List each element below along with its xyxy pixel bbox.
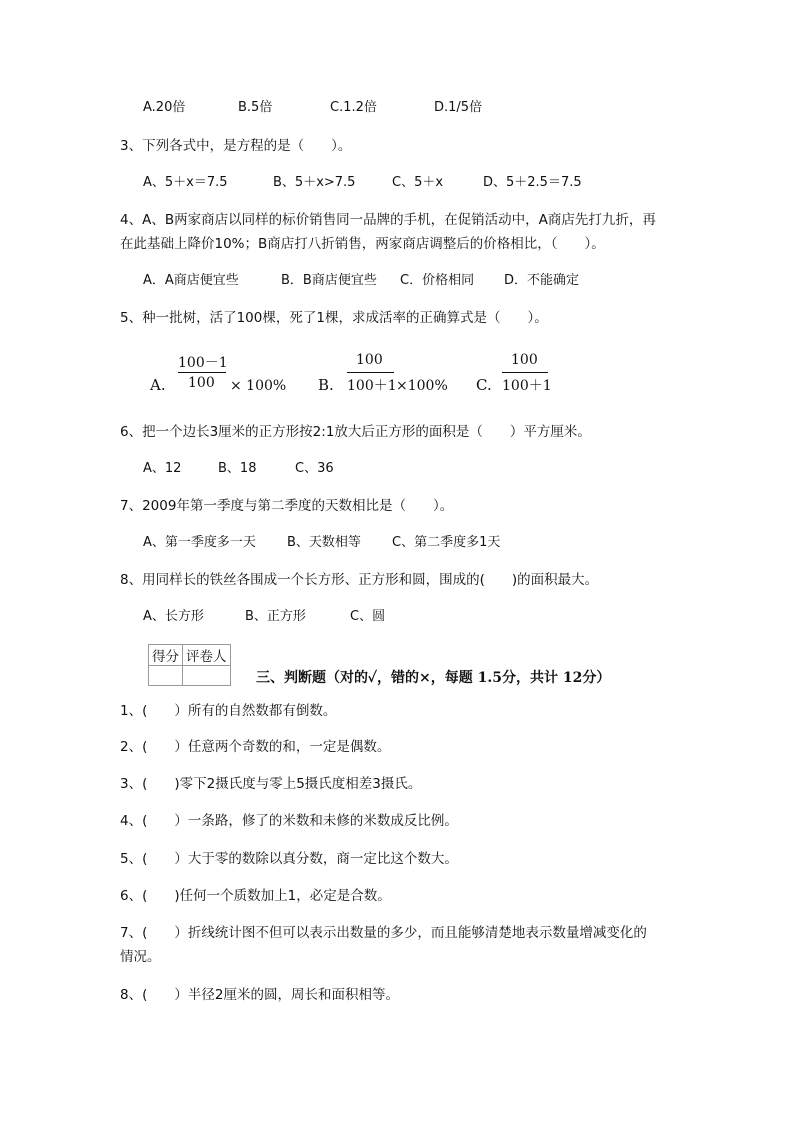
q5-option-b-denominator: 100＋1 xyxy=(347,378,397,394)
score-header: 得分 xyxy=(149,645,183,666)
q3-text: 3、下列各式中，是方程的是（ ）。 xyxy=(120,138,352,154)
q3-option-b[interactable]: B、5＋x>7.5 xyxy=(273,175,356,190)
q4-line1: 4、A、B两家商店以同样的标价销售同一品牌的手机，在促销活动中，A商店先打九折，再 xyxy=(120,212,656,228)
q5-option-a-tail: × 100% xyxy=(230,378,287,394)
q4-option-b[interactable]: B．B商店便宜些 xyxy=(281,273,377,288)
judge-item-4: 4、( ）一条路，修了的米数和未修的米数成反比例。 xyxy=(120,813,458,829)
q8-option-c[interactable]: C、圆 xyxy=(350,609,386,624)
q5-option-c-label: C. xyxy=(476,376,492,394)
judge-item-7: 7、( ）折线统计图不但可以表示出数量的多少，而且能够清楚地表示数量增减变化的 xyxy=(120,925,647,941)
q5-option-b-numerator: 100 xyxy=(356,352,383,368)
judge-item-2: 2、( ）任意两个奇数的和，一定是偶数。 xyxy=(120,739,391,755)
q5-option-a-fraction-bar xyxy=(178,372,226,373)
q7-option-c[interactable]: C、第二季度多1天 xyxy=(392,535,501,550)
q6-option-c[interactable]: C、36 xyxy=(295,461,334,476)
q8-option-a[interactable]: A、长方形 xyxy=(143,609,204,624)
q5-option-a-numerator: 100－1 xyxy=(178,355,228,371)
q5-option-b-fraction-bar xyxy=(347,372,394,373)
q8-option-b[interactable]: B、正方形 xyxy=(245,609,306,624)
q7-option-b[interactable]: B、天数相等 xyxy=(287,535,361,550)
q6-option-a[interactable]: A、12 xyxy=(143,461,182,476)
grader-cell[interactable] xyxy=(183,666,231,686)
q6-text: 6、把一个边长3厘米的正方形按2:1放大后正方形的面积是（ ）平方厘米。 xyxy=(120,424,591,440)
judge-item-5: 5、( ）大于零的数除以真分数，商一定比这个数大。 xyxy=(120,851,458,867)
q4-option-a[interactable]: A．A商店便宜些 xyxy=(143,273,239,288)
q4-option-d[interactable]: D．不能确定 xyxy=(504,273,580,288)
q5-option-a-denominator: 100 xyxy=(188,375,215,391)
q5-option-a-label: A. xyxy=(150,376,166,394)
judge-item-1: 1、( ）所有的自然数都有倒数。 xyxy=(120,703,337,719)
q5-options xyxy=(150,348,610,398)
judge-item-8: 8、( ）半径2厘米的圆，周长和面积相等。 xyxy=(120,987,399,1003)
score-cell[interactable] xyxy=(149,666,183,686)
q5-option-c-denominator: 100＋1 xyxy=(502,378,552,394)
q7-text: 7、2009年第一季度与第二季度的天数相比是（ ）。 xyxy=(120,498,454,514)
judge-item-3: 3、( )零下2摄氏度与零上5摄氏度相差3摄氏。 xyxy=(120,776,422,792)
q5-option-c-fraction-bar xyxy=(502,372,548,373)
judge-item-7-cont: 情况。 xyxy=(120,949,161,965)
q6-option-b[interactable]: B、18 xyxy=(218,461,257,476)
q5-text: 5、种一批树，活了100棵，死了1棵，求成活率的正确算式是（ ）。 xyxy=(120,310,548,326)
q3-option-d[interactable]: D、5＋2.5＝7.5 xyxy=(483,175,582,190)
q7-option-a[interactable]: A、第一季度多一天 xyxy=(143,535,256,550)
q2-option-c[interactable]: C.1.2倍 xyxy=(330,100,377,115)
q4-option-c[interactable]: C．价格相同 xyxy=(400,273,475,288)
score-table xyxy=(148,644,231,686)
q3-option-c[interactable]: C、5＋x xyxy=(392,175,444,190)
section-3-title: 三、判断题（对的✓，错的×，每题 1.5分，共计 12分） xyxy=(256,670,611,686)
q2-option-a[interactable]: A.20倍 xyxy=(143,100,186,115)
q4-line2: 在此基础上降价10%；B商店打八折销售，两家商店调整后的价格相比，（ ）。 xyxy=(120,236,605,252)
q3-option-a[interactable]: A、5＋x＝7.5 xyxy=(143,175,228,190)
judge-item-6: 6、( )任何一个质数加上1，必定是合数。 xyxy=(120,888,391,904)
q2-option-d[interactable]: D.1/5倍 xyxy=(434,100,483,115)
grader-header: 评卷人 xyxy=(183,645,231,666)
q5-option-b-tail: ×100% xyxy=(396,378,448,394)
q2-option-b[interactable]: B.5倍 xyxy=(238,100,273,115)
q5-option-c-numerator: 100 xyxy=(511,352,538,368)
q8-text: 8、用同样长的铁丝各围成一个长方形、正方形和圆，围成的( )的面积最大。 xyxy=(120,572,599,588)
q5-option-b-label: B. xyxy=(318,376,334,394)
